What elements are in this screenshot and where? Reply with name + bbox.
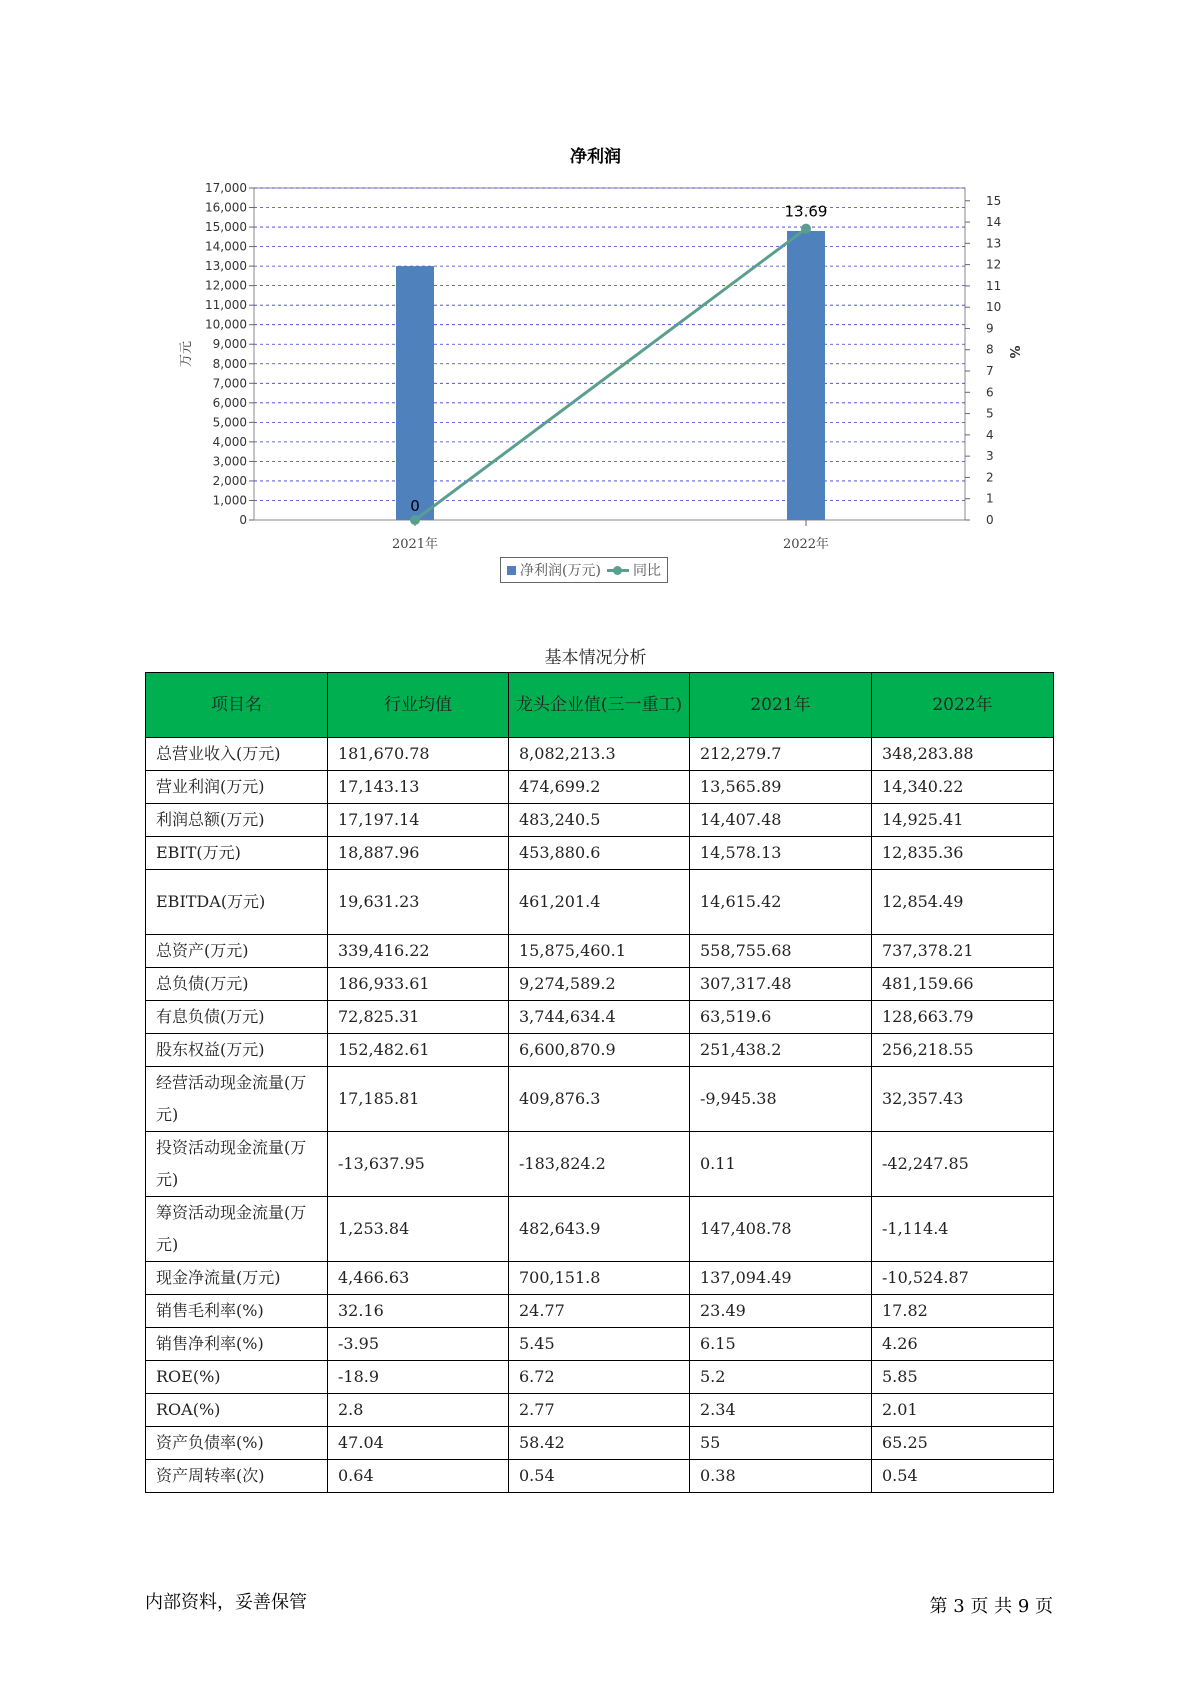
- row-value: 5.2: [690, 1361, 872, 1394]
- row-value: 8,082,213.3: [509, 738, 690, 771]
- table-row: [146, 1427, 1054, 1460]
- y-tick-label: 8,000: [212, 356, 247, 371]
- row-value: 0.54: [872, 1460, 1054, 1493]
- row-label: 总营业收入(万元): [146, 738, 328, 771]
- row-value: 15,875,460.1: [509, 935, 690, 968]
- y2-axis-title: %: [1006, 345, 1021, 359]
- row-value: 14,615.42: [690, 870, 872, 935]
- row-value: 2.8: [328, 1394, 509, 1427]
- row-value: 481,159.66: [872, 968, 1054, 1001]
- y2-tick-label: 1: [986, 491, 994, 506]
- row-value: 3,744,634.4: [509, 1001, 690, 1034]
- row-label: ROA(%): [146, 1394, 328, 1427]
- row-value: 0.11: [690, 1132, 872, 1197]
- table-row: [146, 1394, 1054, 1427]
- row-value: 4,466.63: [328, 1262, 509, 1295]
- row-label: ROE(%): [146, 1361, 328, 1394]
- y2-tick-label: 10: [986, 300, 1002, 315]
- row-value: 483,240.5: [509, 804, 690, 837]
- row-value: 6.15: [690, 1328, 872, 1361]
- chart-svg: [0, 0, 1191, 560]
- header-item: 项目名: [146, 673, 328, 738]
- row-value: 0.54: [509, 1460, 690, 1493]
- analysis-table: [145, 672, 1054, 1493]
- row-value: 1,253.84: [328, 1197, 509, 1262]
- row-value: -1,114.4: [872, 1197, 1054, 1262]
- y-tick-label: 14,000: [205, 239, 247, 254]
- row-value: 152,482.61: [328, 1034, 509, 1067]
- row-value: 23.49: [690, 1295, 872, 1328]
- legend-item-net-profit: [507, 560, 601, 580]
- row-value: 256,218.55: [872, 1034, 1054, 1067]
- y2-tick-label: 15: [986, 193, 1002, 208]
- row-value: 5.45: [509, 1328, 690, 1361]
- row-label: EBITDA(万元): [146, 870, 328, 935]
- row-value: 58.42: [509, 1427, 690, 1460]
- y-axis-title: 万元: [179, 340, 194, 368]
- row-value: 2.34: [690, 1394, 872, 1427]
- row-value: 186,933.61: [328, 968, 509, 1001]
- net-profit-chart: [0, 0, 1191, 600]
- y2-tick-label: 3: [986, 449, 994, 464]
- row-value: -13,637.95: [328, 1132, 509, 1197]
- header-industry-avg: 行业均值: [328, 673, 509, 738]
- row-value: 18,887.96: [328, 837, 509, 870]
- y2-tick-label: 7: [986, 364, 994, 379]
- row-value: 181,670.78: [328, 738, 509, 771]
- y-tick-label: 9,000: [212, 337, 247, 352]
- table-row: [146, 1262, 1054, 1295]
- table-header-row: [146, 673, 1054, 738]
- row-value: 17,143.13: [328, 771, 509, 804]
- y-tick-label: 16,000: [205, 200, 247, 215]
- row-value: 0.64: [328, 1460, 509, 1493]
- row-value: 9,274,589.2: [509, 968, 690, 1001]
- header-2021: 2021年: [690, 673, 872, 738]
- table-row: [146, 1132, 1054, 1197]
- row-label: 投资活动现金流量(万元): [146, 1132, 328, 1197]
- row-value: 32.16: [328, 1295, 509, 1328]
- row-value: 14,578.13: [690, 837, 872, 870]
- y2-tick-label: 9: [986, 321, 994, 336]
- y-tick-label: 12,000: [205, 278, 247, 293]
- legend-line-swatch: [607, 564, 629, 576]
- row-value: 2.77: [509, 1394, 690, 1427]
- table-row: [146, 1328, 1054, 1361]
- y-tick-label: 0: [239, 513, 247, 527]
- legend-item-yoy: [607, 560, 661, 580]
- x-tick-label: 2022年: [782, 537, 830, 552]
- row-label: 利润总额(万元): [146, 804, 328, 837]
- row-label: 资产负债率(%): [146, 1427, 328, 1460]
- y-tick-label: 4,000: [212, 434, 247, 449]
- table-row: [146, 1460, 1054, 1493]
- row-label: 销售毛利率(%): [146, 1295, 328, 1328]
- table-row: [146, 935, 1054, 968]
- table-row: [146, 968, 1054, 1001]
- bar-2021年: [396, 266, 434, 520]
- row-value: 348,283.88: [872, 738, 1054, 771]
- row-value: 251,438.2: [690, 1034, 872, 1067]
- row-value: 212,279.7: [690, 738, 872, 771]
- y-tick-label: 17,000: [205, 181, 247, 195]
- table-row: [146, 1197, 1054, 1262]
- y2-tick-label: 8: [986, 342, 994, 357]
- row-value: 5.85: [872, 1361, 1054, 1394]
- y2-tick-label: 5: [986, 406, 994, 421]
- legend-label-net-profit: 净利润(万元): [520, 563, 601, 579]
- y-tick-label: 3,000: [212, 454, 247, 469]
- bar-2022年: [787, 231, 825, 520]
- row-label: 总资产(万元): [146, 935, 328, 968]
- row-value: 14,340.22: [872, 771, 1054, 804]
- chart-legend: [500, 557, 668, 583]
- table-row: [146, 1001, 1054, 1034]
- chart-title: 净利润: [570, 147, 621, 167]
- footer-page-number: 第 3 页 共 9 页: [929, 1596, 1053, 1617]
- plot-frame: [254, 188, 965, 520]
- row-value: 65.25: [872, 1427, 1054, 1460]
- table-row: [146, 837, 1054, 870]
- header-leader: 龙头企业值(三一重工): [509, 673, 690, 738]
- row-value: -10,524.87: [872, 1262, 1054, 1295]
- row-value: 558,755.68: [690, 935, 872, 968]
- table-row: [146, 738, 1054, 771]
- y2-tick-label: 13: [986, 236, 1002, 251]
- row-value: 12,835.36: [872, 837, 1054, 870]
- row-value: 12,854.49: [872, 870, 1054, 935]
- table-row: [146, 1295, 1054, 1328]
- row-value: 17,197.14: [328, 804, 509, 837]
- x-tick-label: 2021年: [391, 537, 439, 552]
- y-tick-label: 10,000: [205, 317, 247, 332]
- row-value: -3.95: [328, 1328, 509, 1361]
- row-value: 19,631.23: [328, 870, 509, 935]
- row-label: 筹资活动现金流量(万元): [146, 1197, 328, 1262]
- y2-tick-label: 6: [986, 385, 994, 400]
- y2-tick-label: 14: [986, 215, 1002, 230]
- row-value: -18.9: [328, 1361, 509, 1394]
- row-value: 137,094.49: [690, 1262, 872, 1295]
- row-value: 72,825.31: [328, 1001, 509, 1034]
- table-row: [146, 804, 1054, 837]
- row-value: 17,185.81: [328, 1067, 509, 1132]
- table-row: [146, 1361, 1054, 1394]
- row-value: 14,925.41: [872, 804, 1054, 837]
- row-value: 17.82: [872, 1295, 1054, 1328]
- row-value: 6,600,870.9: [509, 1034, 690, 1067]
- table-row: [146, 1034, 1054, 1067]
- footer-confidential: 内部资料，妥善保管: [145, 1592, 307, 1613]
- row-label: 资产周转率(次): [146, 1460, 328, 1493]
- row-value: 14,407.48: [690, 804, 872, 837]
- y2-tick-label: 11: [986, 278, 1002, 293]
- row-value: 4.26: [872, 1328, 1054, 1361]
- y-tick-label: 5,000: [212, 415, 247, 430]
- row-value: -183,824.2: [509, 1132, 690, 1197]
- row-value: 0.38: [690, 1460, 872, 1493]
- row-label: 股东权益(万元): [146, 1034, 328, 1067]
- row-value: 47.04: [328, 1427, 509, 1460]
- y-tick-label: 6,000: [212, 395, 247, 410]
- point-yoy: [801, 224, 811, 234]
- row-label: 有息负债(万元): [146, 1001, 328, 1034]
- row-value: 32,357.43: [872, 1067, 1054, 1132]
- row-label: 经营活动现金流量(万元): [146, 1067, 328, 1132]
- y2-tick-label: 0: [986, 513, 994, 527]
- y2-tick-label: 12: [986, 257, 1002, 272]
- y-tick-label: 1,000: [212, 493, 247, 508]
- point-yoy: [410, 515, 420, 525]
- point-label-yoy: 0: [410, 497, 420, 515]
- table-row: [146, 771, 1054, 804]
- y-tick-label: 11,000: [205, 298, 247, 313]
- y2-tick-label: 4: [986, 427, 994, 442]
- row-label: 现金净流量(万元): [146, 1262, 328, 1295]
- header-2022: 2022年: [872, 673, 1054, 738]
- row-value: 482,643.9: [509, 1197, 690, 1262]
- row-label: 总负债(万元): [146, 968, 328, 1001]
- row-value: 700,151.8: [509, 1262, 690, 1295]
- table-title: 基本情况分析: [544, 648, 647, 668]
- row-value: -9,945.38: [690, 1067, 872, 1132]
- row-value: 55: [690, 1427, 872, 1460]
- row-value: 6.72: [509, 1361, 690, 1394]
- row-value: 147,408.78: [690, 1197, 872, 1262]
- row-label: EBIT(万元): [146, 837, 328, 870]
- row-value: 474,699.2: [509, 771, 690, 804]
- row-value: 307,317.48: [690, 968, 872, 1001]
- row-value: 24.77: [509, 1295, 690, 1328]
- y-tick-label: 15,000: [205, 220, 247, 235]
- row-value: 2.01: [872, 1394, 1054, 1427]
- y-tick-label: 2,000: [212, 473, 247, 488]
- row-value: 409,876.3: [509, 1067, 690, 1132]
- legend-label-yoy: 同比: [632, 563, 661, 579]
- y-tick-label: 7,000: [212, 376, 247, 391]
- line-yoy: [415, 229, 806, 520]
- row-value: 128,663.79: [872, 1001, 1054, 1034]
- point-label-yoy: 13.69: [784, 202, 828, 221]
- row-value: 737,378.21: [872, 935, 1054, 968]
- row-value: -42,247.85: [872, 1132, 1054, 1197]
- y2-tick-label: 2: [986, 470, 994, 485]
- row-value: 453,880.6: [509, 837, 690, 870]
- table-row: [146, 870, 1054, 935]
- row-value: 339,416.22: [328, 935, 509, 968]
- row-value: 63,519.6: [690, 1001, 872, 1034]
- row-value: 13,565.89: [690, 771, 872, 804]
- row-value: 461,201.4: [509, 870, 690, 935]
- legend-bar-swatch: [507, 566, 516, 575]
- row-label: 营业利润(万元): [146, 771, 328, 804]
- y-tick-label: 13,000: [205, 259, 247, 274]
- row-label: 销售净利率(%): [146, 1328, 328, 1361]
- table-row: [146, 1067, 1054, 1132]
